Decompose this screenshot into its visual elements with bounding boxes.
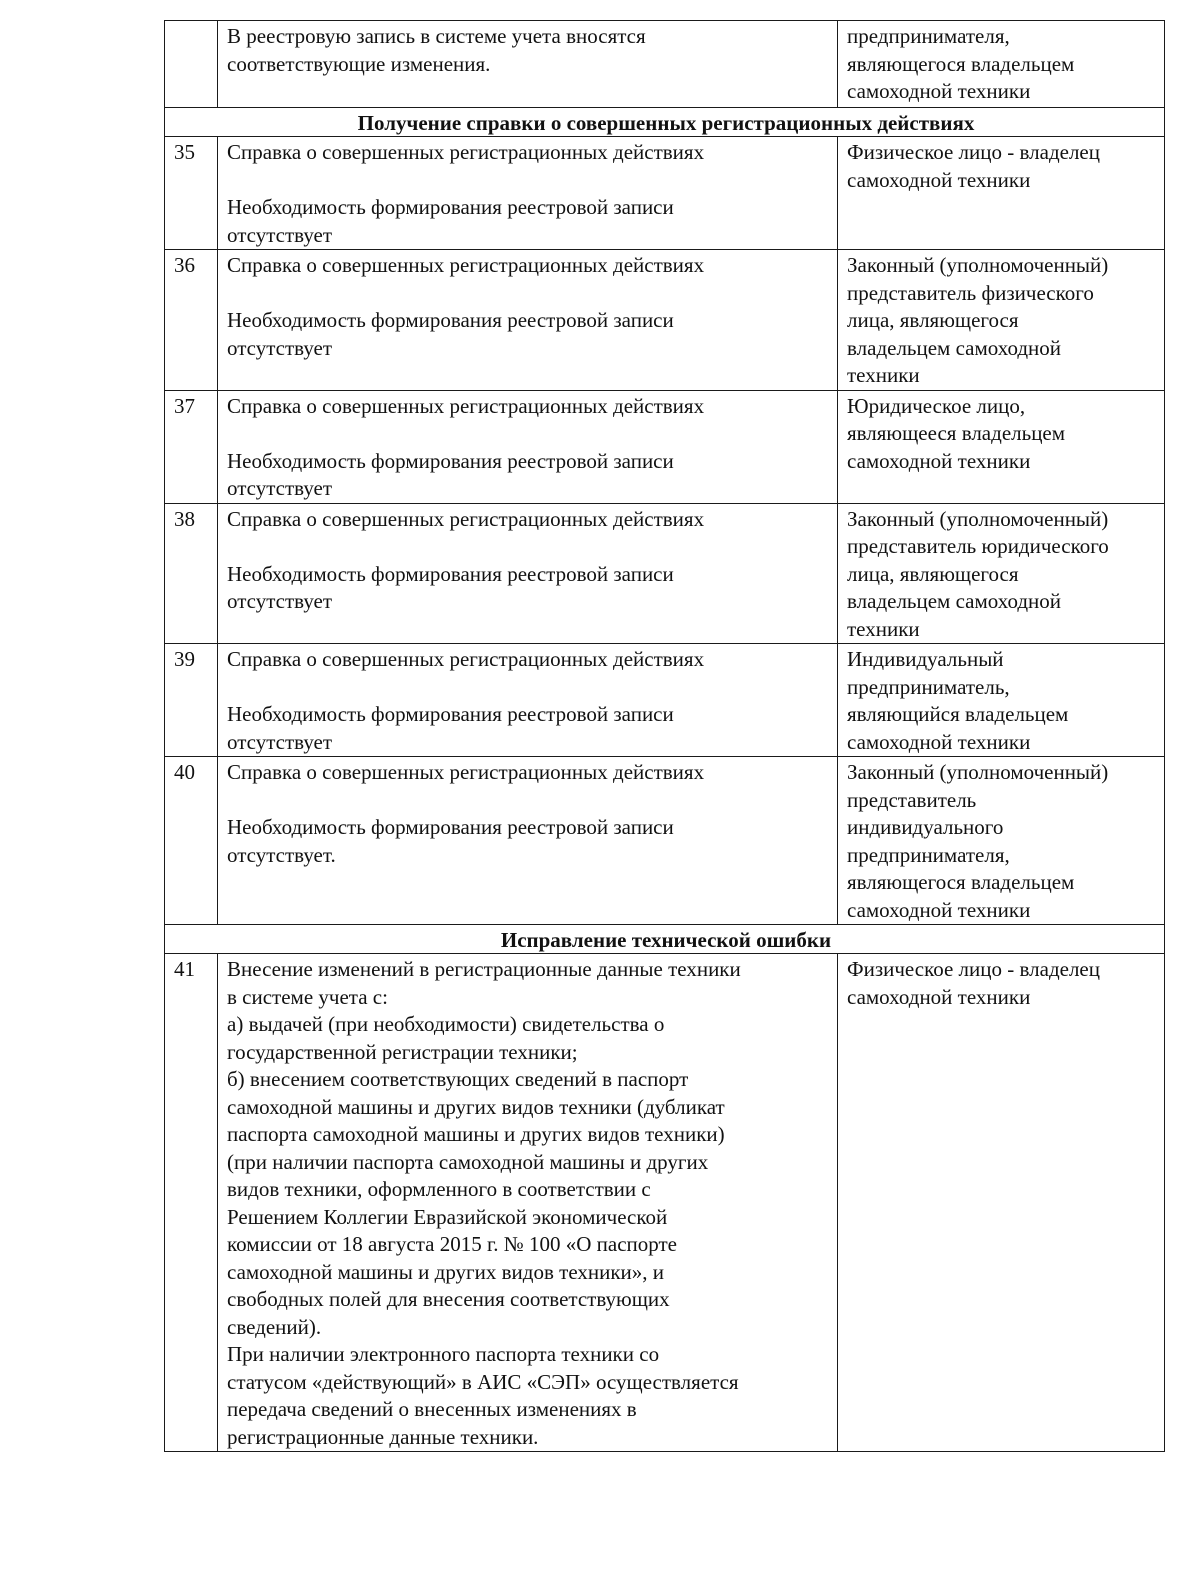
applicant-line: Законный (уполномоченный) [847, 760, 1109, 784]
section-title: Получение справки о совершенных регистрационных действиях [165, 108, 1165, 137]
description-cell [218, 137, 838, 250]
applicant-cell [838, 21, 1165, 108]
row-number-cell: 37 [165, 390, 218, 503]
description-line: В реестровую запись в системе учета вносятся [227, 24, 646, 48]
description-line: отсутствует [227, 476, 333, 500]
section-header-row [165, 108, 1165, 137]
applicant-line: представитель [847, 787, 977, 812]
applicant-line: Физическое лицо - владелец [847, 957, 1100, 981]
description-line: Справка о совершенных регистрационных действиях [227, 760, 705, 784]
description-cell [218, 503, 838, 644]
table-row [165, 757, 1165, 925]
row-number-cell: 41 [165, 954, 218, 1452]
table-row [165, 390, 1165, 503]
applicant-line: техники [847, 616, 920, 641]
applicant-line: представитель физического [847, 280, 1094, 305]
applicant-cell [838, 250, 1165, 391]
applicant-line: Индивидуальный [847, 647, 1004, 671]
applicant-line: являющегося владельцем [847, 51, 1075, 76]
description-line: отсутствует [227, 222, 333, 247]
description-line: Справка о совершенных регистрационных действиях [227, 253, 705, 277]
applicant-cell [838, 390, 1165, 503]
applicant-line: являющегося владельцем [847, 870, 1075, 894]
row-number-cell: 36 [165, 250, 218, 391]
description-line: статусом «действующий» в АИС «СЭП» осуществляется [227, 1369, 739, 1394]
description-line: отсутствует [227, 729, 333, 754]
description-line: в системе учета с: [227, 984, 388, 1009]
registration-actions-table [164, 20, 1165, 1452]
description-line: государственной регистрации техники; [227, 1039, 578, 1064]
table-row [165, 21, 1165, 108]
table-row [165, 137, 1165, 250]
description-line: отсутствует [227, 335, 333, 360]
row-number-cell: 38 [165, 503, 218, 644]
applicant-line: представитель юридического [847, 534, 1109, 558]
description-cell [218, 644, 838, 757]
section-header-row [165, 925, 1165, 954]
description-line: Решением Коллегии Евразийской экономической [227, 1204, 668, 1229]
description-cell [218, 250, 838, 391]
applicant-line: Физическое лицо - владелец [847, 140, 1100, 164]
applicant-line: лица, являющегося [847, 561, 1019, 586]
description-line: Справка о совершенных регистрационных действиях [227, 393, 705, 418]
description-cell [218, 21, 838, 108]
description-line: отсутствует. [227, 842, 336, 867]
applicant-line: самоходной техники [847, 167, 1031, 192]
description-line: паспорта самоходной машины и других видов техники) [227, 1122, 725, 1146]
applicant-line: владельцем самоходной [847, 589, 1062, 613]
description-line: самоходной машины и других видов техники», и [227, 1259, 665, 1284]
description-line: б) внесением соответствующих сведений в паспорт [227, 1067, 689, 1091]
description-line: Внесение изменений в регистрационные данные техники [227, 957, 741, 981]
description-line: Необходимость формирования реестровой записи [227, 448, 674, 473]
description-line: свободных полей для внесения соответствующих [227, 1287, 670, 1311]
applicant-cell [838, 757, 1165, 925]
applicant-line: являющийся владельцем [847, 702, 1069, 726]
applicant-line: Законный (уполномоченный) [847, 253, 1109, 277]
table-row [165, 503, 1165, 644]
description-line: Справка о совершенных регистрационных действиях [227, 647, 705, 671]
description-line: а) выдачей (при необходимости) свидетельства о [227, 1012, 665, 1036]
applicant-line: самоходной техники [847, 897, 1031, 922]
applicant-line: самоходной техники [847, 79, 1031, 103]
description-line: отсутствует [227, 589, 333, 613]
applicant-line: предпринимателя, [847, 842, 1010, 867]
applicant-cell [838, 503, 1165, 644]
description-line: Необходимость формирования реестровой записи [227, 308, 674, 332]
description-line: видов техники, оформленного в соответствии с [227, 1177, 651, 1201]
applicant-line: являющееся владельцем [847, 421, 1066, 445]
applicant-cell [838, 644, 1165, 757]
applicant-line: Законный (уполномоченный) [847, 506, 1109, 531]
applicant-line: техники [847, 363, 920, 387]
applicant-line: самоходной техники [847, 984, 1031, 1009]
row-number-cell: 39 [165, 644, 218, 757]
description-cell [218, 390, 838, 503]
applicant-line: владельцем самоходной [847, 335, 1062, 360]
applicant-line: предпринимателя, [847, 24, 1010, 48]
description-line: комиссии от 18 августа 2015 г. № 100 «О паспорте [227, 1232, 677, 1256]
table-row [165, 954, 1165, 1452]
table-row [165, 644, 1165, 757]
applicant-line: самоходной техники [847, 729, 1031, 754]
description-line: (при наличии паспорта самоходной машины и других [227, 1149, 709, 1174]
row-number-cell: 35 [165, 137, 218, 250]
row-number-cell: 40 [165, 757, 218, 925]
description-line: Необходимость формирования реестровой записи [227, 561, 674, 586]
applicant-cell [838, 137, 1165, 250]
description-line: сведений). [227, 1314, 322, 1339]
description-line: Необходимость формирования реестровой записи [227, 195, 674, 219]
applicant-line: индивидуального [847, 815, 1004, 839]
description-line: самоходной машины и других видов техники (дубликат [227, 1094, 725, 1119]
description-line: передача сведений о внесенных изменениях в [227, 1397, 637, 1421]
description-cell [218, 954, 838, 1452]
description-line: Необходимость формирования реестровой записи [227, 815, 674, 839]
applicant-line: предприниматель, [847, 674, 1010, 699]
applicant-cell [838, 954, 1165, 1452]
table-row [165, 250, 1165, 391]
description-cell [218, 757, 838, 925]
description-line: При наличии электронного паспорта техники со [227, 1342, 660, 1366]
applicant-line: Юридическое лицо, [847, 393, 1026, 418]
section-title: Исправление технической ошибки [165, 925, 1165, 954]
description-line: Необходимость формирования реестровой записи [227, 702, 674, 726]
description-line: соответствующие изменения. [227, 51, 491, 76]
description-line: Справка о совершенных регистрационных действиях [227, 140, 705, 164]
description-line: Справка о совершенных регистрационных действиях [227, 506, 705, 531]
applicant-line: лица, являющегося [847, 308, 1019, 332]
applicant-line: самоходной техники [847, 448, 1031, 473]
row-number-cell [165, 21, 218, 108]
description-line: регистрационные данные техники. [227, 1424, 539, 1449]
